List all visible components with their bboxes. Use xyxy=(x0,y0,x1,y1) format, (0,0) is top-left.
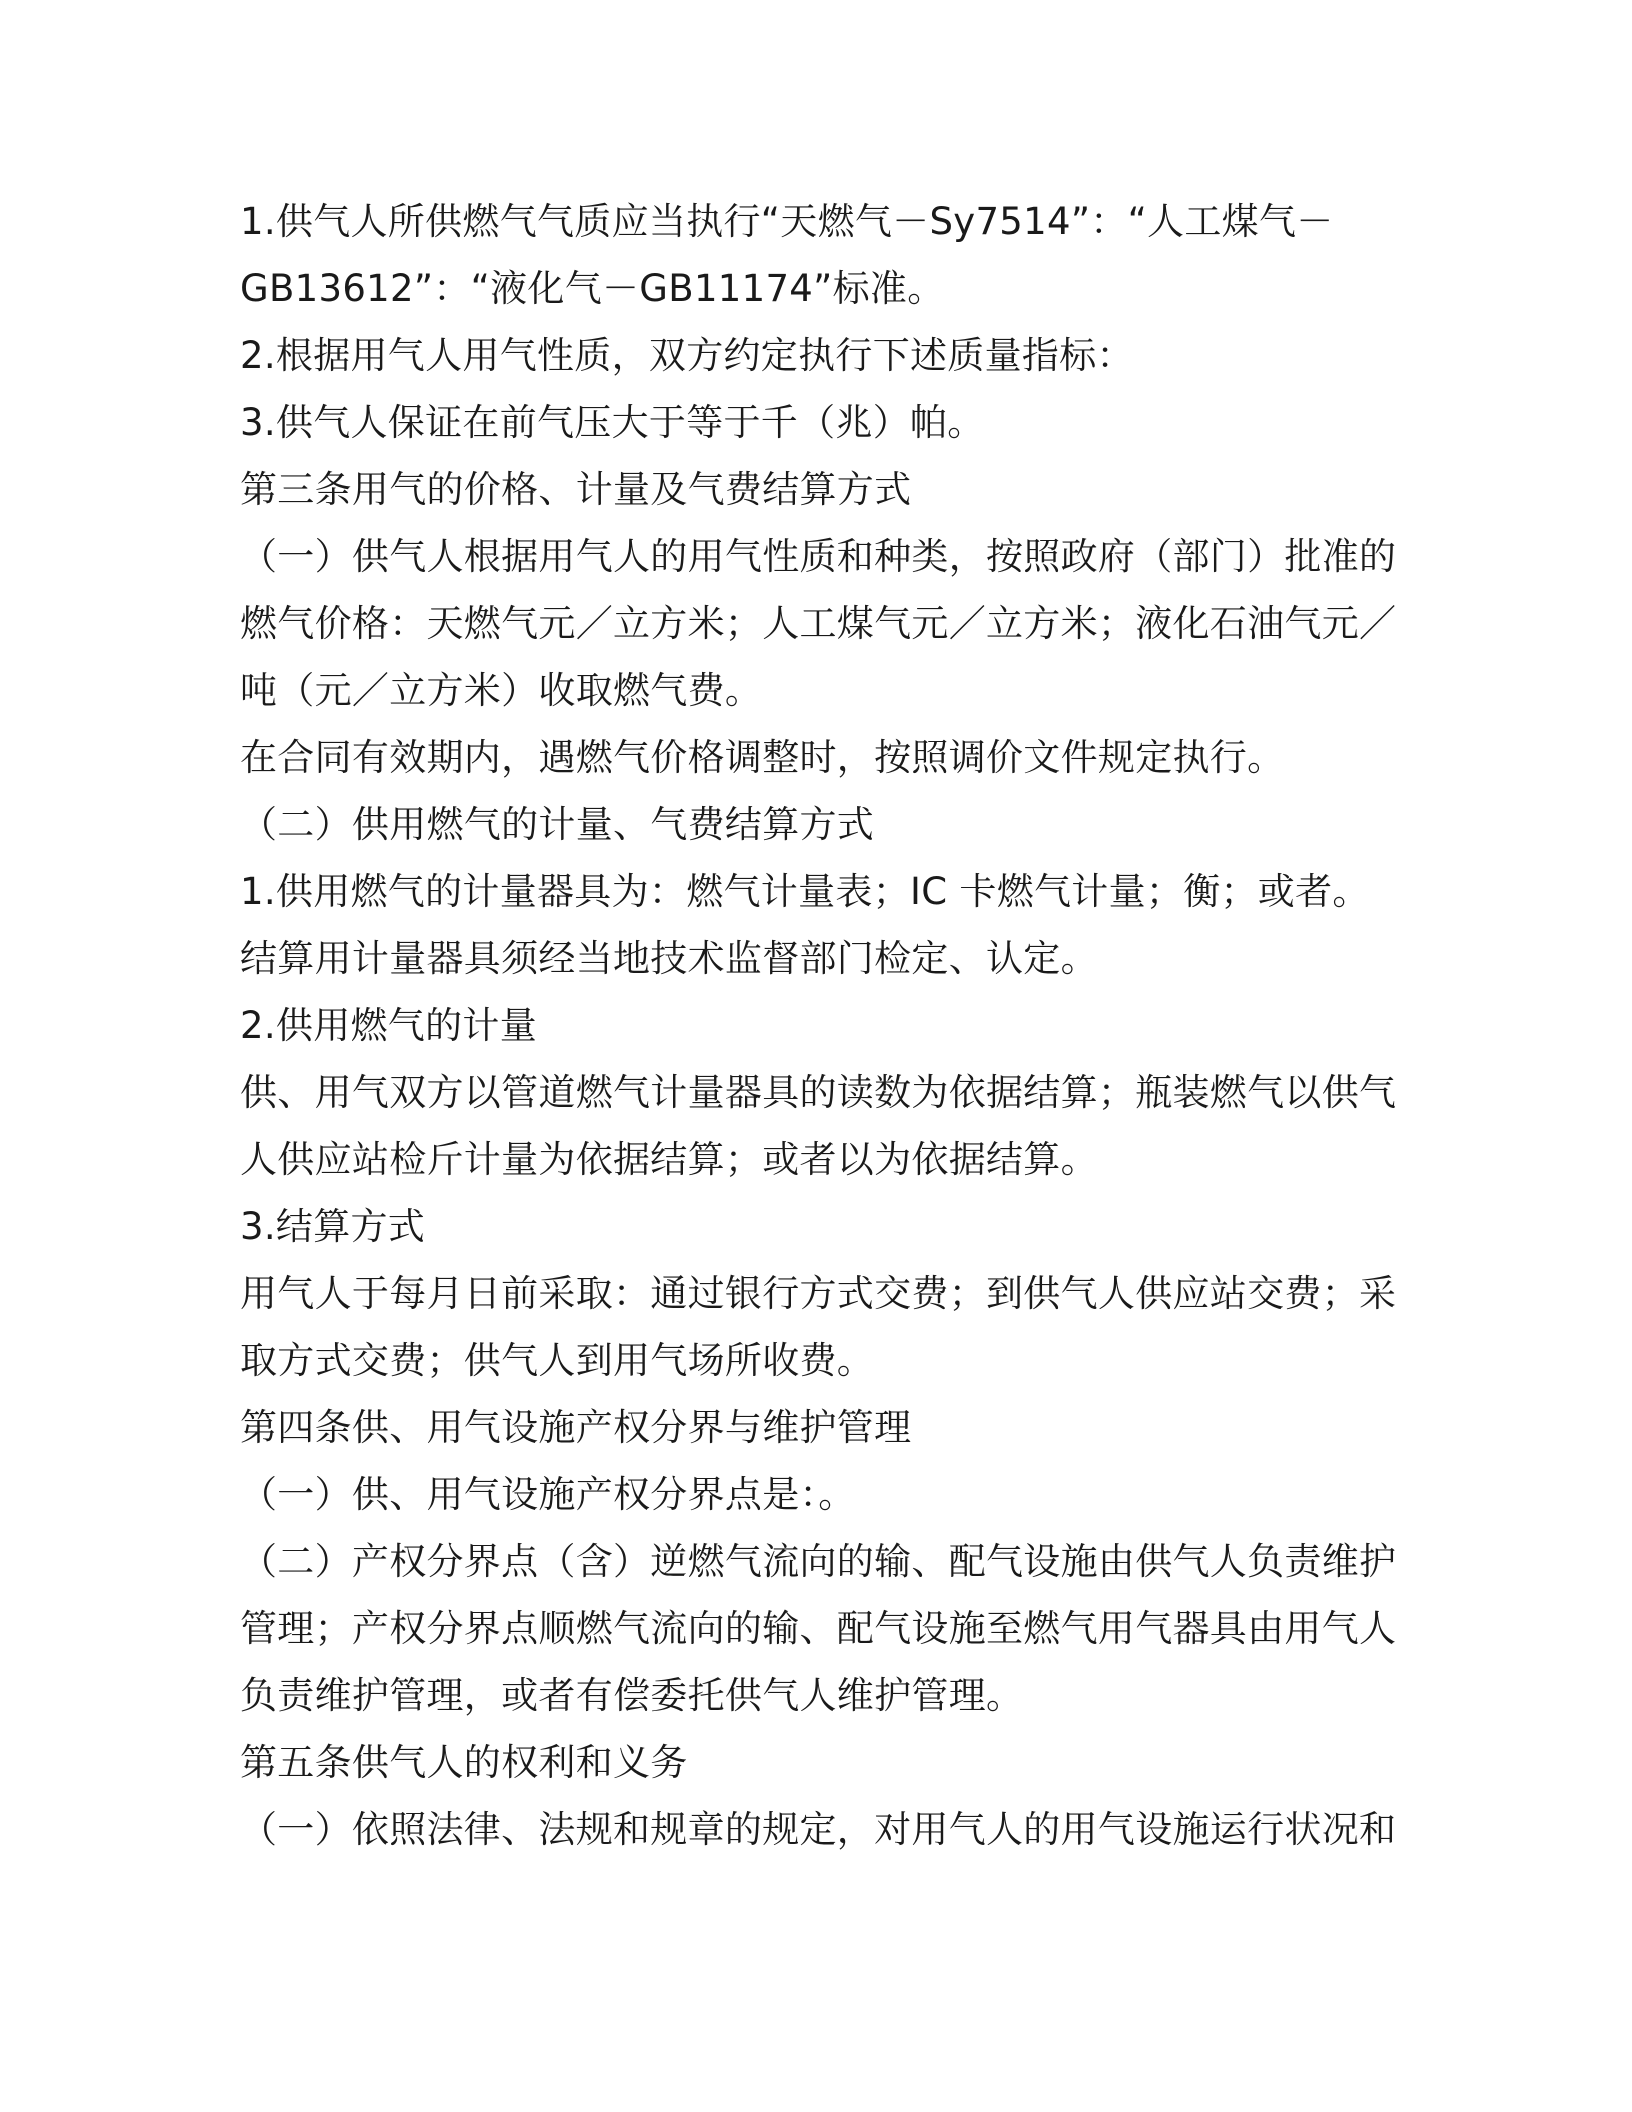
text-line: 用气人于每月日前采取：通过银行方式交费；到供气人供应站交费；采 xyxy=(240,1272,1397,1315)
text-line: 供、用气双方以管道燃气计量器具的读数为依据结算；瓶装燃气以供气 xyxy=(240,1071,1397,1114)
text-line: 吨（元／立方米）收取燃气费。 xyxy=(240,669,763,712)
text-line: 人供应站检斤计量为依据结算；或者以为依据结算。 xyxy=(240,1138,1098,1181)
text-line: 2.供用燃气的计量 xyxy=(240,1004,538,1047)
text-line: 燃气价格：天燃气元／立方米；人工煤气元／立方米；液化石油气元／ xyxy=(240,602,1397,645)
text-line: 管理；产权分界点顺燃气流向的输、配气设施至燃气用气器具由用气人 xyxy=(240,1607,1397,1650)
text-line: 在合同有效期内，遇燃气价格调整时，按照调价文件规定执行。 xyxy=(240,736,1285,779)
document-body xyxy=(240,188,1400,1863)
text-line: （一）供气人根据用气人的用气性质和种类，按照政府（部门）批准的 xyxy=(240,535,1397,578)
text-line: 负责维护管理，或者有偿委托供气人维护管理。 xyxy=(240,1674,1024,1717)
text-line: GB13612”：“液化气－GB11174”标准。 xyxy=(240,267,945,310)
section-heading: 第三条用气的价格、计量及气费结算方式 xyxy=(240,468,912,511)
text-line: （二）产权分界点（含）逆燃气流向的输、配气设施由供气人负责维护 xyxy=(240,1540,1397,1583)
text-line: （一）依照法律、法规和规章的规定，对用气人的用气设施运行状况和 xyxy=(240,1808,1397,1851)
text-line: 结算用计量器具须经当地技术监督部门检定、认定。 xyxy=(240,937,1098,980)
subsection-heading: （二）供用燃气的计量、气费结算方式 xyxy=(240,803,875,846)
text-line: 3.供气人保证在前气压大于等于千（兆）帕。 xyxy=(240,401,985,444)
text-line: 1.供气人所供燃气气质应当执行“天燃气－Sy7514”：“人工煤气－ xyxy=(240,200,1334,243)
section-heading: 第四条供、用气设施产权分界与维护管理 xyxy=(240,1406,912,1449)
text-line: 取方式交费；供气人到用气场所收费。 xyxy=(240,1339,875,1382)
text-line: 1.供用燃气的计量器具为：燃气计量表；IC 卡燃气计量；衡；或者。 xyxy=(240,870,1370,913)
text-line: （一）供、用气设施产权分界点是：。 xyxy=(240,1473,856,1516)
text-line: 3.结算方式 xyxy=(240,1205,426,1248)
text-line: 2.根据用气人用气性质，双方约定执行下述质量指标： xyxy=(240,334,1134,377)
section-heading: 第五条供气人的权利和义务 xyxy=(240,1741,688,1784)
